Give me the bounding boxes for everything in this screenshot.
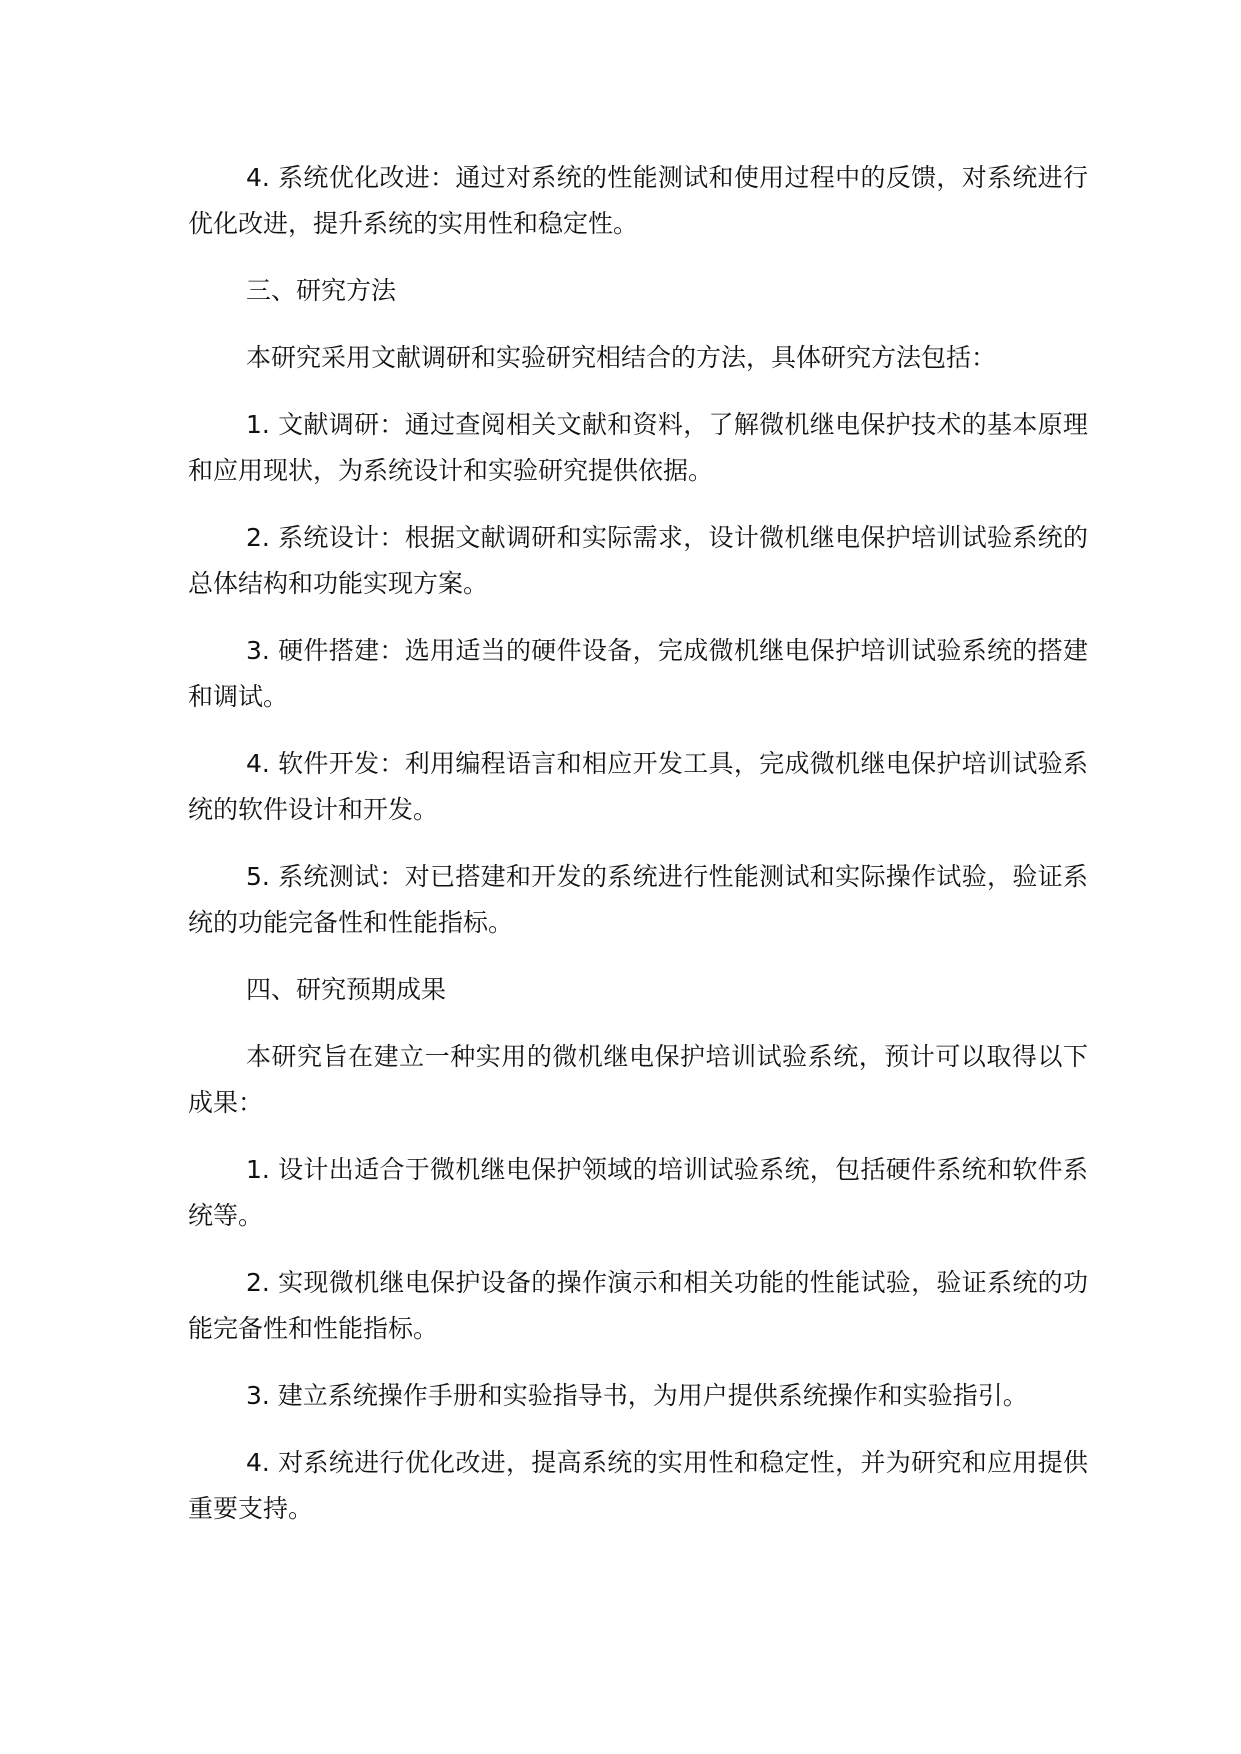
paragraph-system-testing: 5. 系统测试：对已搭建和开发的系统进行性能测试和实际操作试验，验证系统的功能完备性和性能指标。: [188, 862, 1088, 937]
paragraph-result-1: 1. 设计出适合于微机继电保护领域的培训试验系统，包括硬件系统和软件系统等。: [188, 1155, 1088, 1230]
paragraph-results-intro: 本研究旨在建立一种实用的微机继电保护培训试验系统，预计可以取得以下成果：: [188, 1042, 1088, 1117]
paragraph-software-development: 4. 软件开发：利用编程语言和相应开发工具，完成微机继电保护培训试验系统的软件设计和开发。: [188, 749, 1088, 824]
paragraph-result-2: 2. 实现微机继电保护设备的操作演示和相关功能的性能试验，验证系统的功能完备性和性能指标。: [188, 1268, 1088, 1343]
paragraph-result-4: 4. 对系统进行优化改进，提高系统的实用性和稳定性，并为研究和应用提供重要支持。: [188, 1448, 1088, 1523]
document-body: [188, 155, 1088, 1553]
paragraph-hardware-build: 3. 硬件搭建：选用适当的硬件设备，完成微机继电保护培训试验系统的搭建和调试。: [188, 636, 1088, 711]
paragraph-methods-intro: 本研究采用文献调研和实验研究相结合的方法，具体研究方法包括：: [246, 343, 997, 372]
paragraph-result-3: 3. 建立系统操作手册和实验指导书，为用户提供系统操作和实验指引。: [246, 1381, 1028, 1410]
paragraph-literature-review: 1. 文献调研：通过查阅相关文献和资料，了解微机继电保护技术的基本原理和应用现状，为系统设计和实验研究提供依据。: [188, 410, 1088, 485]
paragraph-system-design: 2. 系统设计：根据文献调研和实际需求，设计微机继电保护培训试验系统的总体结构和功能实现方案。: [188, 523, 1088, 598]
section-heading-expected-results: 四、研究预期成果: [246, 975, 447, 1004]
paragraph-system-optimization: 4. 系统优化改进：通过对系统的性能测试和使用过程中的反馈，对系统进行优化改进，提升系统的实用性和稳定性。: [188, 163, 1088, 238]
section-heading-research-methods: 三、研究方法: [246, 276, 397, 305]
